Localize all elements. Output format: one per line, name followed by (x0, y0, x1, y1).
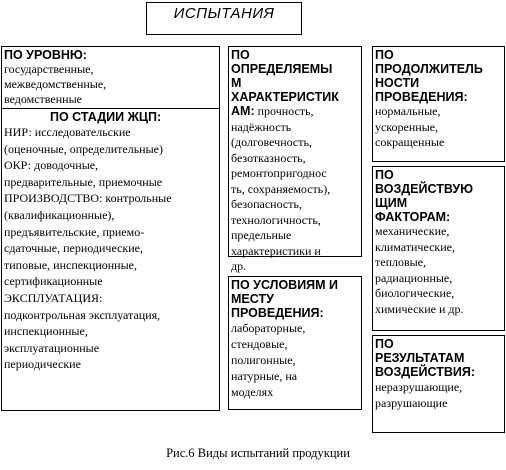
box-by-conditions-line: полигонные, (231, 353, 296, 367)
box-by-duration-line: нормальные, (375, 104, 441, 118)
box-by-factors-heading: ПО (375, 168, 394, 182)
box-by-results-line: неразрушающие, (375, 380, 463, 394)
box-by-factors-line: климатические, (375, 239, 455, 254)
box-by-lifecycle-line: сдаточные, периодические, (4, 241, 143, 256)
box-by-results-heading: ПО (375, 337, 394, 351)
box-by-characteristics-heading: М (231, 76, 242, 90)
box-by-lifecycle-line: (квалификационные), (4, 207, 115, 222)
box-by-characteristics (228, 46, 362, 273)
box-by-conditions-heading: МЕСТУ (231, 292, 274, 306)
box-by-lifecycle (1, 108, 220, 411)
box-by-lifecycle-line: подконтрольная эксплуатация, (4, 307, 161, 322)
box-by-lifecycle-line: (оценочные, определительные) (4, 141, 163, 156)
box-by-characteristics-line: безотказность, (231, 150, 306, 165)
box-by-results (372, 335, 505, 433)
box-by-characteristics-line: ть, сохраняемость), (231, 181, 331, 196)
box-by-lifecycle-line: ПРОИЗВОДСТВО: контрольные (4, 191, 172, 206)
box-by-characteristics-line: характеристики и (231, 243, 321, 258)
box-by-conditions-heading: ПРОВЕДЕНИЯ: (231, 306, 324, 320)
title-box (146, 2, 302, 35)
box-by-characteristics-line: технологичность, (231, 212, 321, 227)
box-by-lifecycle-line: сертификационные (4, 274, 103, 289)
box-by-level-line: ведомственные (4, 92, 82, 106)
box-by-characteristics-line: прочность, (254, 104, 314, 118)
box-by-duration-heading: ПРОДОЛЖИТЕЛЬ (375, 62, 483, 76)
box-by-duration (372, 46, 505, 162)
box-by-factors-line: биологические, (375, 286, 455, 301)
box-by-conditions-heading: ПО УСЛОВИЯМ И (231, 278, 339, 292)
box-by-lifecycle-line: предъявительские, приемо- (4, 224, 145, 239)
box-by-lifecycle-line: типовые, инспекционные, (4, 257, 137, 272)
box-by-factors-line: тепловые, (375, 255, 427, 270)
box-by-lifecycle-line: периодические (4, 357, 81, 372)
box-by-conditions (228, 276, 362, 410)
box-by-conditions-line: натурные, на (231, 369, 298, 383)
box-by-results-heading: РЕЗУЛЬТАТАМ (375, 351, 465, 365)
box-by-characteristics-heading: ОПРЕДЕЛЯЕМЫ (231, 62, 333, 76)
box-by-duration-heading: ПРОВЕДЕНИЯ: (375, 90, 468, 104)
box-by-factors-heading: ЩИМ (375, 196, 408, 210)
box-by-conditions-line: лабораторные, (231, 321, 306, 335)
box-by-characteristics-line: ремонтопригоднос (231, 166, 327, 180)
box-by-factors-heading: ФАКТОРАМ: (375, 210, 451, 224)
box-by-lifecycle-heading: ПО СТАДИИ ЖЦП: (50, 110, 162, 124)
box-by-lifecycle-line: ЭКСПЛУАТАЦИЯ: (4, 290, 103, 305)
box-by-lifecycle-line: предварительные, приемочные (4, 174, 163, 189)
box-by-duration-heading: НОСТИ (375, 76, 420, 90)
box-by-characteristics-line: др. (231, 259, 247, 273)
diagram-title: ИСПЫТАНИЯ (173, 5, 275, 22)
box-by-lifecycle-line: ОКР: доводочные, (4, 158, 99, 173)
box-by-characteristics-heading: ПО (231, 48, 250, 62)
box-by-level (1, 46, 220, 112)
box-by-factors-heading: ВОЗДЕЙСТВУЮ (375, 182, 474, 196)
box-by-factors-line: механические, (375, 224, 450, 238)
box-by-factors (372, 166, 505, 331)
box-by-characteristics-heading: ХАРАКТЕРИСТИК (231, 90, 339, 104)
box-by-factors-line: радиационные, (375, 270, 453, 285)
box-by-duration-heading: ПО (375, 48, 394, 62)
box-by-characteristics-line: надёжность (231, 119, 292, 134)
box-by-level-heading: ПО УРОВНЮ: (4, 48, 87, 62)
box-by-lifecycle-line: НИР: исследовательские (4, 125, 131, 139)
box-by-lifecycle-line: эксплуатационные (4, 340, 100, 355)
box-by-results-line: разрушающие (375, 396, 448, 410)
box-by-duration-line: сокращенные (375, 135, 445, 149)
box-by-duration-line: ускоренные, (375, 119, 439, 134)
box-by-results-heading: ВОЗДЕЙСТВИЯ: (375, 365, 476, 379)
figure-caption: Рис.6 Виды испытаний продукции (166, 446, 350, 460)
box-by-factors-line: химические и др. (375, 301, 464, 316)
box-by-characteristics-line: безопасность, (231, 197, 302, 211)
box-by-conditions-line: стендовые, (231, 337, 288, 351)
box-by-conditions-line: моделях (231, 385, 274, 399)
box-by-level-line: государственные, (4, 62, 94, 76)
box-by-characteristics-heading: АМ: (231, 104, 255, 118)
box-by-lifecycle-line: инспекционные, (4, 324, 88, 339)
box-by-level-line: межведомственные, (4, 77, 107, 91)
box-by-characteristics-line: (долговечность, (231, 135, 312, 149)
box-by-characteristics-line: предельные (231, 228, 292, 242)
